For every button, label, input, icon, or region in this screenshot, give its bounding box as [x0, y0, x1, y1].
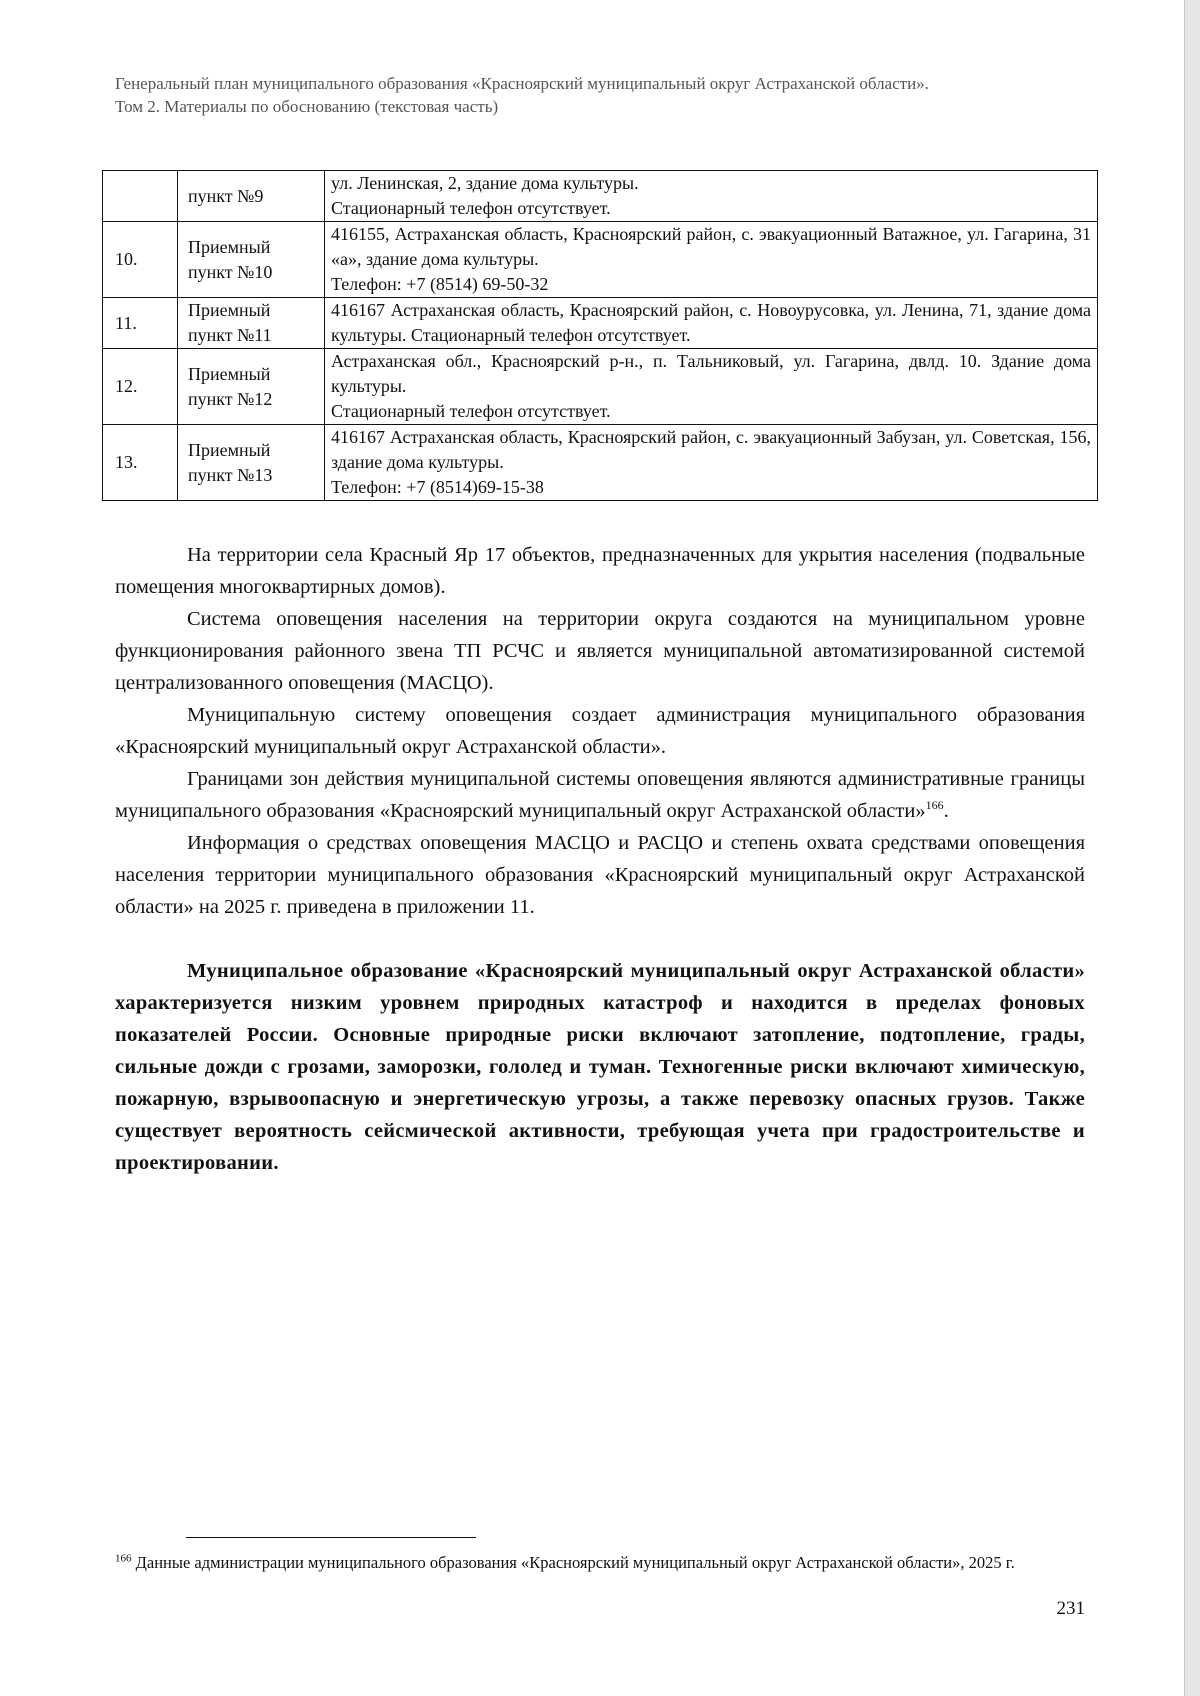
- reception-points-table: [102, 170, 1098, 501]
- address-line: 416167 Астраханская область, Красноярский район, с. эвакуационный Забузан, ул. Советская, 156, здание дома культуры.: [331, 427, 1091, 472]
- header-line-2: Том 2. Материалы по обоснованию (текстовая часть): [115, 97, 499, 116]
- address-line: 416167 Астраханская область, Красноярский район, с. Новоурусовка, ул. Ленина, 71, здание дома культуры. Стационарный телефон отсутствует.: [331, 300, 1091, 345]
- point-address: [325, 171, 1098, 222]
- footnote-number: 166: [115, 1552, 132, 1565]
- point-name: Приемный пункт №10: [178, 222, 325, 298]
- paragraph-risks: Муниципальное образование «Красноярский муниципальный округ Астраханской области» характеризуется низким уровнем природных катастроф и находится в пределах фоновых показателей России. Основные природные риски включают затопление, подтопление, грады, сильные дожди с грозами, заморозки, гололед и туман. Техногенные риски включают химическую, пожарную, взрывоопасную и энергетическую угрозы, а также перевозку опасных грузов. Также существует вероятность сейсмической активности, требующая учета при градостроительстве и проектировании.: [115, 960, 1085, 1174]
- point-name: Приемный пункт №13: [178, 425, 325, 501]
- table-row: [103, 349, 1098, 425]
- address-line: Стационарный телефон отсутствует.: [331, 401, 611, 421]
- table-row: [103, 425, 1098, 501]
- row-number: 13.: [103, 425, 178, 501]
- row-number: 12.: [103, 349, 178, 425]
- paragraph-zone-end: .: [943, 800, 949, 822]
- address-line: Телефон: +7 (8514) 69-50-32: [331, 274, 549, 294]
- table-row: [103, 171, 1098, 222]
- running-header: [115, 72, 1090, 118]
- header-line-1: Генеральный план муниципального образования «Красноярский муниципальный округ Астраханской области».: [115, 74, 929, 93]
- body-text: [115, 539, 1085, 1179]
- paragraph-warning-system: Система оповещения населения на территории округа создаются на муниципальном уровне функционирования районного звена ТП РСЧС и является муниципальной автоматизированной системой централизованного оповещения (МАСЦО).: [115, 608, 1085, 694]
- point-address: [325, 298, 1098, 349]
- point-name: Приемный пункт №12: [178, 349, 325, 425]
- page-number: 231: [1056, 1598, 1085, 1619]
- row-number: [103, 171, 178, 222]
- footnote: [115, 1551, 1085, 1574]
- point-name: Приемный пункт №11: [178, 298, 325, 349]
- paragraph-administration: Муниципальную систему оповещения создает администрация муниципального образования «Красноярский муниципальный округ Астраханской области».: [115, 704, 1085, 758]
- address-line: Телефон: +7 (8514)69-15-38: [331, 477, 544, 497]
- address-line: 416155, Астраханская область, Красноярский район, с. эвакуационный Ватажное, ул. Гагарина, 31 «а», здание дома культуры.: [331, 224, 1091, 269]
- point-address: [325, 222, 1098, 298]
- footnote-separator: [186, 1537, 476, 1538]
- scrollbar[interactable]: [1184, 0, 1200, 1696]
- row-number: 10.: [103, 222, 178, 298]
- footnote-reference[interactable]: 166: [925, 798, 944, 813]
- paragraph-shelters: На территории села Красный Яр 17 объектов, предназначенных для укрытия населения (подвальные помещения многоквартирных домов).: [115, 544, 1085, 598]
- address-line: Стационарный телефон отсутствует.: [331, 198, 611, 218]
- table-row: [103, 222, 1098, 298]
- table-row: [103, 298, 1098, 349]
- point-address: [325, 349, 1098, 425]
- address-line: ул. Ленинская, 2, здание дома культуры.: [331, 173, 639, 193]
- point-name: пункт №9: [178, 171, 325, 222]
- point-address: [325, 425, 1098, 501]
- footnote-text: Данные администрации муниципального образования «Красноярский муниципальный округ Астраханской области», 2025 г.: [131, 1553, 1015, 1572]
- row-number: 11.: [103, 298, 178, 349]
- paragraph-coverage: Информация о средствах оповещения МАСЦО и РАСЦО и степень охвата средствами оповещения населения территории муниципального образования «Красноярский муниципальный округ Астраханской области» на 2025 г. приведена в приложении 11.: [115, 832, 1085, 918]
- paragraph-zone-text: Границами зон действия муниципальной системы оповещения являются административные границы муниципального образования «Красноярский муниципальный округ Астраханской области»: [115, 768, 1085, 822]
- address-line: Астраханская обл., Красноярский р-н., п. Тальниковый, ул. Гагарина, двлд. 10. Здание дома культуры.: [331, 351, 1091, 396]
- paragraph-zone-boundaries: [115, 763, 1085, 827]
